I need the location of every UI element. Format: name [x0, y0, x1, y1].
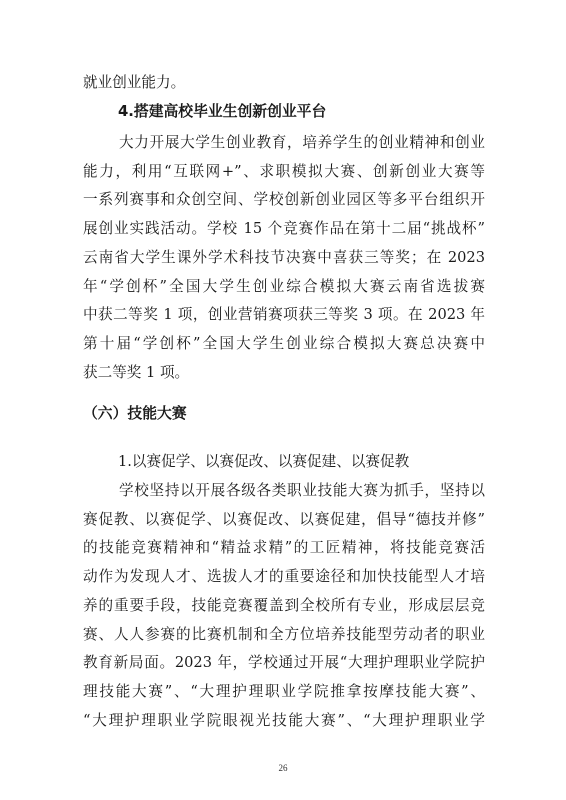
- section-heading-4: 4.搭建高校毕业生创新创业平台: [118, 103, 327, 120]
- paragraph-line: 学校坚持以开展各级各类职业技能大赛为抓手，坚持以: [119, 482, 485, 499]
- paragraph-line: 理技能大赛”、“大理护理职业学院推拿按摩技能大赛”、: [83, 683, 485, 700]
- paragraph-line: 中获二等奖 1 项，创业营销赛项获三等奖 3 项。在 2023 年: [83, 306, 485, 323]
- sub-heading-1: 1.以赛促学、以赛促改、以赛促建、以赛促教: [118, 453, 410, 470]
- paragraph-line: 一系列赛事和众创空间、学校创新创业园区等多平台组织开: [83, 191, 485, 208]
- paragraph-line: 教育新局面。2023 年，学校通过开展“大理护理职业学院护: [83, 654, 485, 671]
- paragraph-line: 赛促教、以赛促学、以赛促改、以赛促建，倡导“德技并修”: [83, 511, 485, 528]
- section-heading-6: （六）技能大赛: [83, 405, 187, 422]
- paragraph-line: 展创业实践活动。学校 15 个竞赛作品在第十二届“挑战杯”: [83, 220, 485, 237]
- paragraph-line: 年“学创杯”全国大学生创业综合模拟大赛云南省选拔赛: [83, 278, 485, 295]
- paragraph-line: 养的重要手段，技能竞赛覆盖到全校所有专业，形成层层竞: [83, 597, 485, 614]
- paragraph-line: 大力开展大学生创业教育，培养学生的创业精神和创业: [119, 134, 485, 151]
- paragraph-line: “大理护理职业学院眼视光技能大赛”、“大理护理职业学: [83, 712, 485, 729]
- paragraph-line: 动作为发现人才、选拔人才的重要途径和加快技能型人才培: [83, 568, 485, 585]
- paragraph-line: 能力，利用“互联网+”、求职模拟大赛、创新创业大赛等: [83, 163, 485, 180]
- paragraph-line: 赛、人人参赛的比赛机制和全方位培养技能型劳动者的职业: [83, 626, 485, 643]
- paragraph-line: 获二等奖 1 项。: [83, 364, 190, 381]
- paragraph-line: 第十届“学创杯”全国大学生创业综合模拟大赛总决赛中: [83, 335, 485, 352]
- page-number: 26: [278, 763, 288, 773]
- paragraph-line: 就业创业能力。: [83, 74, 186, 91]
- paragraph-line: 云南省大学生课外学术科技节决赛中喜获三等奖；在 2023: [83, 249, 485, 266]
- paragraph-line: 的技能竞赛精神和“精益求精”的工匠精神，将技能竞赛活: [83, 539, 485, 556]
